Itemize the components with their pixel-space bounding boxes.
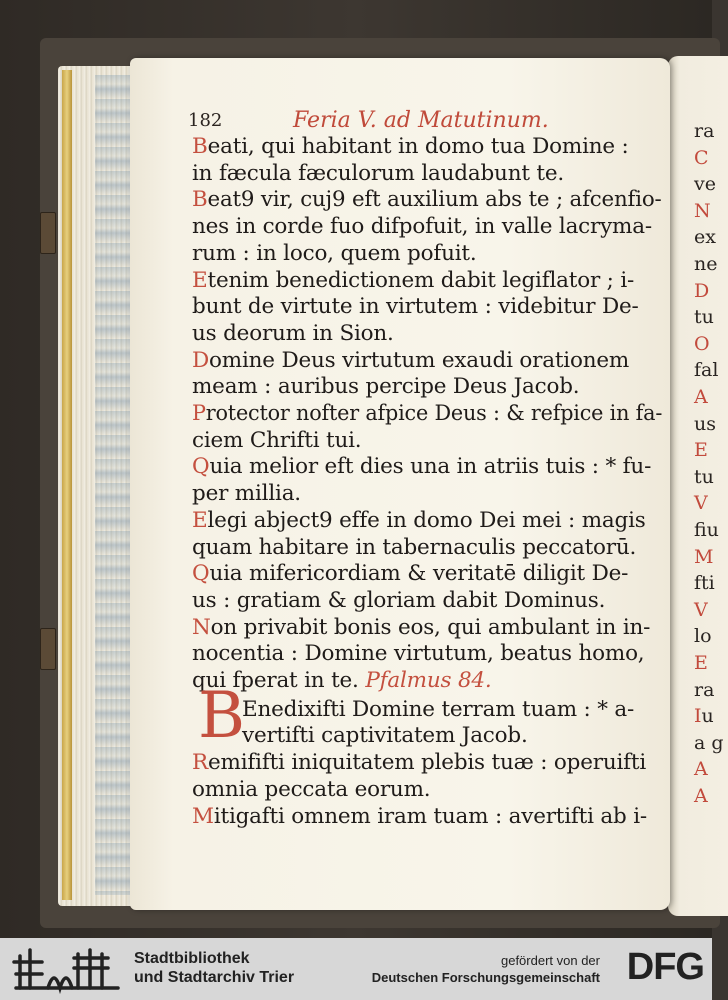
facing-page-fragment bbox=[694, 280, 709, 302]
line-text: rotector nofter afpice Deus : & refpice in fa- bbox=[205, 401, 663, 426]
facing-page-fragment bbox=[694, 120, 714, 142]
red-initial: N bbox=[694, 199, 711, 222]
facing-page-fragment bbox=[694, 519, 719, 541]
facing-page-fragment bbox=[694, 652, 708, 674]
fragment-text: ra bbox=[694, 120, 715, 142]
fragment-text: ve bbox=[694, 173, 716, 196]
red-initial: C bbox=[694, 146, 709, 169]
facing-page-fragment bbox=[694, 599, 708, 621]
red-initial: E bbox=[694, 652, 708, 674]
text-line bbox=[242, 697, 634, 722]
fragment-text: ne bbox=[694, 253, 718, 275]
fragment-text: tu bbox=[694, 306, 714, 329]
red-initial: M bbox=[694, 545, 714, 568]
text-line bbox=[192, 348, 629, 373]
library-logo-icon bbox=[12, 944, 122, 994]
facing-page-fragment bbox=[694, 679, 714, 701]
line-text: Enedixifti Domine terram tuam : * a- bbox=[242, 696, 635, 722]
facing-page-fragment bbox=[694, 572, 715, 594]
line-text: meam : auribus percipe Deus Jacob. bbox=[192, 374, 580, 400]
line-text: vertifti captivitatem Jacob. bbox=[242, 723, 528, 749]
dfg-logo: DFG bbox=[626, 946, 704, 988]
red-initial: B bbox=[192, 187, 208, 213]
text-line bbox=[192, 294, 639, 319]
facing-page-fragment bbox=[694, 413, 716, 435]
text-line bbox=[192, 268, 634, 293]
line-text: eati, qui habitant in domo tua Domine : bbox=[207, 134, 629, 159]
gilt-edge bbox=[62, 70, 72, 900]
line-text: tenim benedictionem dabit legiflator ; i- bbox=[207, 267, 635, 293]
facing-page-fragment bbox=[694, 253, 717, 275]
marbled-edge bbox=[95, 75, 135, 895]
red-initial: V bbox=[694, 598, 708, 621]
line-text: bunt de virtute in virtutem : videbitur De- bbox=[192, 294, 639, 320]
red-initial: I bbox=[694, 705, 702, 728]
text-line bbox=[192, 428, 361, 453]
red-initial: E bbox=[694, 439, 708, 462]
red-initial: M bbox=[192, 803, 214, 829]
line-text: ciem Chrifti tui. bbox=[192, 427, 362, 453]
library-name-line2: und Stadtarchiv Trier bbox=[134, 969, 295, 986]
fragment-text: tu bbox=[694, 465, 714, 488]
text-line bbox=[192, 454, 651, 479]
facing-page-fragment bbox=[694, 732, 724, 754]
fragment-text: u bbox=[701, 705, 714, 728]
fragment-text: a g bbox=[694, 731, 724, 754]
line-text: quam habitare in tabernaculis peccatorū. bbox=[192, 534, 637, 560]
facing-page-fragment bbox=[694, 492, 708, 514]
text-line bbox=[192, 508, 646, 533]
line-text: emififti iniquitatem plebis tuæ : operuifti bbox=[208, 750, 647, 776]
page-header bbox=[188, 110, 588, 134]
red-initial: A bbox=[694, 785, 708, 807]
running-head: Feria V. ad Matutinum. bbox=[293, 108, 549, 133]
line-text: omine Deus virtutum exaudi orationem bbox=[209, 347, 630, 373]
text-line bbox=[192, 777, 430, 802]
facing-page-fragment bbox=[694, 173, 716, 195]
facing-page-fragment bbox=[694, 785, 708, 807]
red-initial: A bbox=[694, 758, 708, 781]
red-initial: V bbox=[694, 492, 708, 515]
red-initial: Q bbox=[192, 454, 210, 480]
footer-bar bbox=[0, 938, 712, 1000]
text-line bbox=[192, 641, 644, 666]
facing-page-fragment bbox=[694, 705, 714, 727]
text-line bbox=[242, 723, 528, 748]
text-line bbox=[192, 615, 650, 640]
red-initial: Q bbox=[192, 561, 210, 587]
facing-page-fragment bbox=[694, 226, 716, 248]
facing-page-fragment bbox=[694, 200, 711, 222]
text-line bbox=[192, 187, 662, 212]
line-text: uia melior eft dies una in atriis tuis : * fu- bbox=[209, 454, 652, 480]
text-line bbox=[192, 588, 605, 613]
facing-page-fragment bbox=[694, 625, 712, 647]
facing-page-fragment bbox=[694, 147, 709, 169]
fragment-text: fal bbox=[694, 359, 719, 382]
fragment-text: us bbox=[694, 412, 716, 435]
line-text: qui fperat in te. bbox=[192, 668, 359, 693]
facing-page-fragment bbox=[694, 466, 714, 488]
fragment-text: ex bbox=[694, 226, 716, 249]
funding-note-line2: Deutschen Forschungsgemeinschaft bbox=[371, 970, 600, 985]
text-line bbox=[192, 134, 629, 159]
text-line bbox=[192, 374, 579, 399]
line-text: nocentia : Domine virtutum, beatus homo, bbox=[192, 641, 645, 667]
red-initial: R bbox=[192, 750, 208, 776]
line-text: us : gratiam & gloriam dabit Dominus. bbox=[192, 587, 606, 613]
text-line bbox=[192, 535, 636, 560]
text-line bbox=[192, 561, 628, 586]
red-initial: N bbox=[192, 614, 211, 640]
psalm-heading: Pfalmus 84. bbox=[358, 668, 492, 693]
line-text: itigafti omnem iram tuam : avertifti ab i- bbox=[213, 803, 647, 829]
text-line bbox=[192, 401, 662, 426]
facing-page-fragment bbox=[694, 439, 708, 461]
facing-page-fragment bbox=[694, 306, 714, 328]
clasp-top bbox=[40, 212, 56, 254]
line-text: eat9 vir, cuj9 eft auxilium abs te ; afcenfio- bbox=[207, 187, 662, 213]
facing-page-fragment bbox=[694, 359, 718, 381]
red-initial: E bbox=[192, 267, 208, 293]
psalm-big-initial: B bbox=[198, 679, 246, 753]
fragment-text: lo bbox=[694, 625, 712, 648]
clasp-bottom bbox=[40, 628, 56, 670]
facing-page-fragment bbox=[694, 758, 708, 780]
red-initial: B bbox=[192, 134, 208, 159]
text-line bbox=[192, 241, 476, 266]
fragment-text: ra bbox=[694, 678, 715, 701]
red-initial: P bbox=[192, 401, 206, 426]
fragment-text: fti bbox=[694, 572, 715, 595]
line-text: uia mifericordiam & veritatē diligit De- bbox=[209, 561, 629, 587]
facing-page-fragment bbox=[694, 333, 710, 355]
line-text: legi abject9 effe in domo Dei mei : magis bbox=[207, 507, 646, 533]
library-name-line1: Stadtbibliothek bbox=[134, 950, 250, 967]
line-text: on privabit bonis eos, qui ambulant in in- bbox=[210, 614, 651, 640]
text-line bbox=[192, 750, 646, 775]
text-line bbox=[192, 321, 394, 346]
fragment-text: fiu bbox=[694, 519, 719, 541]
text-line bbox=[192, 161, 564, 186]
text-line bbox=[192, 214, 652, 239]
red-initial: D bbox=[192, 347, 210, 373]
facing-page-fragment bbox=[694, 386, 708, 408]
red-initial: D bbox=[694, 279, 710, 302]
line-text: nes in corde fuo difpofuit, in valle lacryma- bbox=[192, 214, 652, 240]
red-initial: O bbox=[694, 332, 710, 355]
line-text: per millia. bbox=[192, 481, 301, 507]
funding-note-line1: gefördert von der bbox=[500, 953, 600, 968]
text-line bbox=[192, 481, 301, 506]
red-initial: E bbox=[192, 507, 208, 533]
facing-page bbox=[668, 56, 728, 916]
line-text: omnia peccata eorum. bbox=[192, 776, 431, 802]
line-text: in fæcula fæculorum laudabunt te. bbox=[192, 160, 565, 186]
red-initial: A bbox=[694, 386, 708, 408]
text-line bbox=[192, 804, 647, 829]
page-number: 182 bbox=[188, 110, 223, 131]
facing-page-fragment bbox=[694, 546, 713, 568]
line-text: rum : in loco, quem pofuit. bbox=[192, 240, 477, 266]
line-text: us deorum in Sion. bbox=[192, 320, 394, 346]
